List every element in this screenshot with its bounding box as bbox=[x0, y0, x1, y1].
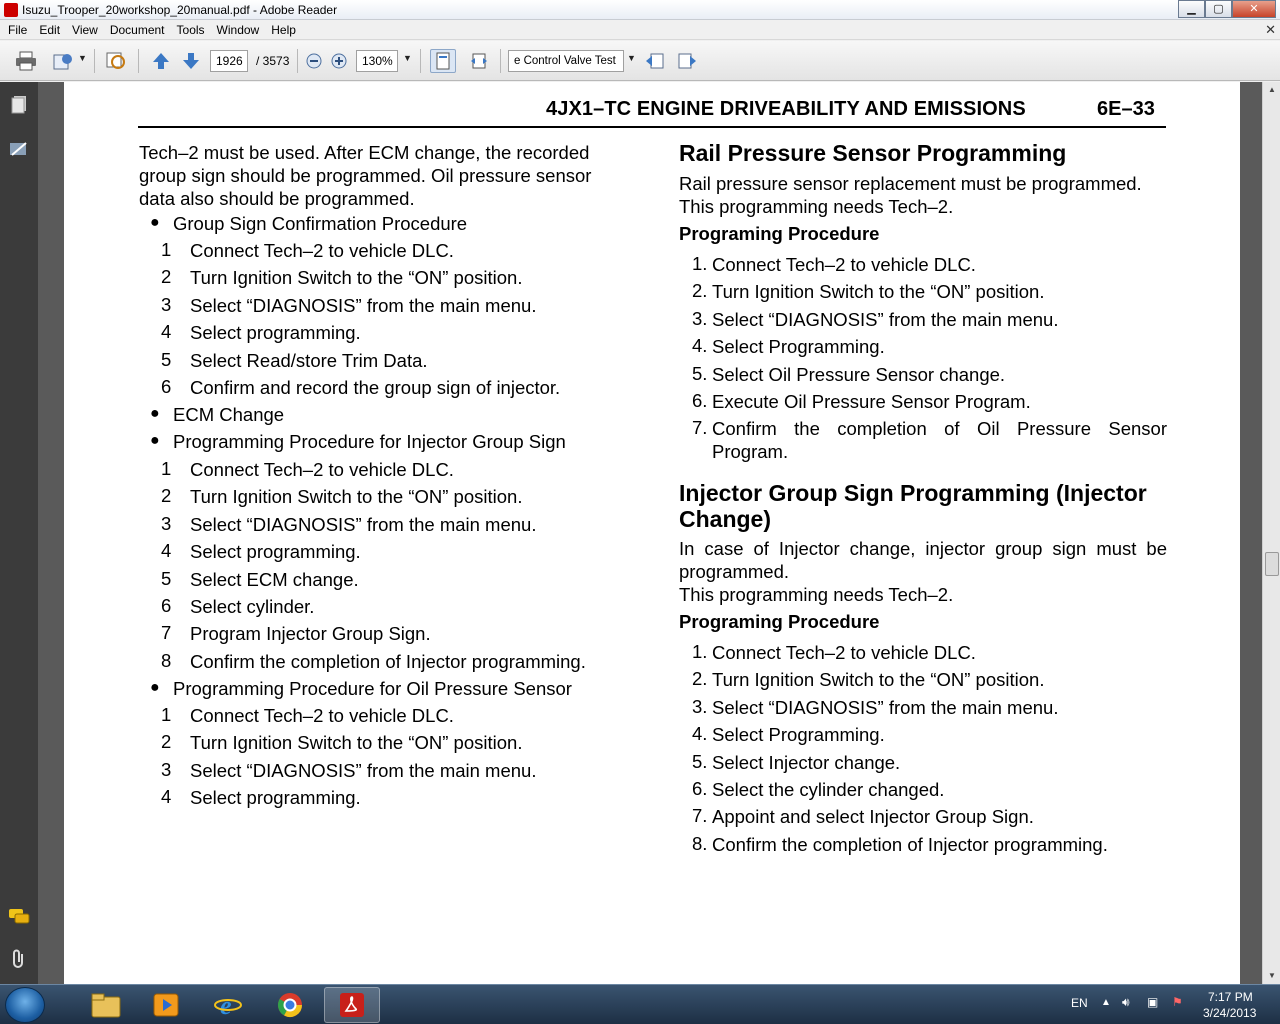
group-sign-step-number: 6 bbox=[161, 376, 172, 397]
title-bar bbox=[0, 0, 1280, 20]
rail-step-number: 4. bbox=[692, 335, 708, 357]
navigation-pane bbox=[0, 82, 38, 984]
share-dropdown-icon[interactable]: ▼ bbox=[78, 53, 87, 63]
injector-group-step-text: Connect Tech–2 to vehicle DLC. bbox=[190, 459, 454, 480]
injector-group-step-number: 4 bbox=[161, 540, 172, 562]
oil-pressure-step-number: 2 bbox=[161, 731, 172, 753]
rail-step-number: 1. bbox=[692, 253, 708, 274]
network-icon[interactable]: ▣ bbox=[1147, 995, 1159, 1009]
rail-step-text: Execute Oil Pressure Sensor Program. bbox=[712, 391, 1031, 412]
close-button[interactable]: ✕ bbox=[1232, 0, 1276, 18]
menu-bar bbox=[0, 20, 1280, 40]
page-total: / 3573 bbox=[256, 54, 290, 68]
scrollbar-thumb[interactable] bbox=[1265, 552, 1279, 576]
menu-help[interactable]: Help bbox=[271, 22, 296, 37]
injector-step-text: Select “DIAGNOSIS” from the main menu. bbox=[712, 696, 1059, 718]
fit-page-icon[interactable] bbox=[430, 49, 456, 73]
injector-step-text: Turn Ignition Switch to the “ON” position. bbox=[712, 669, 1045, 691]
zoom-dropdown-icon[interactable]: ▼ bbox=[403, 53, 412, 63]
rail-intro-1: Rail pressure sensor replacement must be programmed. bbox=[679, 173, 1142, 194]
injector-group-step-text: Select programming. bbox=[190, 541, 361, 563]
bullet-icon: ● bbox=[150, 432, 160, 449]
rail-heading: Rail Pressure Sensor Programming bbox=[679, 140, 1067, 166]
clock-date[interactable]: 3/24/2013 bbox=[1203, 1006, 1257, 1020]
bullet-group-sign: Group Sign Confirmation Procedure bbox=[173, 213, 468, 234]
injector-group-step-number: 5 bbox=[161, 567, 172, 589]
injector-group-step-number: 7 bbox=[161, 622, 172, 644]
injector-step-text: Appoint and select Injector Group Sign. bbox=[712, 806, 1034, 828]
explorer-taskbar-icon[interactable] bbox=[78, 987, 134, 1023]
rail-step-text: Select Programming. bbox=[712, 336, 885, 358]
rail-step-number: 6. bbox=[692, 390, 708, 411]
scroll-up-icon[interactable]: ▲ bbox=[1268, 85, 1276, 94]
header-rule bbox=[138, 126, 1166, 128]
internet-explorer-taskbar-icon[interactable] bbox=[200, 987, 256, 1023]
rail-step-number: 5. bbox=[692, 362, 708, 384]
show-hidden-icons[interactable]: ▲ bbox=[1101, 997, 1111, 1008]
oil-pressure-step-text: Select “DIAGNOSIS” from the main menu. bbox=[190, 759, 537, 781]
group-sign-step-number: 3 bbox=[161, 293, 172, 315]
share-icon[interactable] bbox=[50, 49, 76, 73]
rail-step-number: 2. bbox=[692, 280, 708, 302]
group-sign-step-text: Turn Ignition Switch to the “ON” position. bbox=[190, 267, 523, 289]
zoom-in-icon[interactable] bbox=[329, 49, 349, 73]
action-center-icon[interactable]: ⚑ bbox=[1172, 995, 1183, 1009]
page-header-title: 4JX1–TC ENGINE DRIVEABILITY AND EMISSIONS bbox=[546, 98, 1026, 120]
group-sign-step-number: 1 bbox=[161, 239, 172, 260]
fit-width-icon[interactable] bbox=[466, 49, 492, 73]
injector-intro-2: programmed. bbox=[679, 561, 790, 582]
oil-pressure-step-number: 4 bbox=[161, 786, 172, 808]
injector-group-step-number: 3 bbox=[161, 512, 172, 534]
rail-intro-2: This programming needs Tech–2. bbox=[679, 196, 954, 217]
zoom-out-icon[interactable] bbox=[304, 49, 324, 73]
clock-time[interactable]: 7:17 PM bbox=[1208, 990, 1253, 1004]
injector-step-text: Select Programming. bbox=[712, 724, 885, 746]
injector-group-step-text: Select cylinder. bbox=[190, 596, 315, 617]
injector-step-number: 3. bbox=[692, 695, 708, 717]
bullet-ecm-change: ECM Change bbox=[173, 404, 285, 425]
menu-window[interactable]: Window bbox=[216, 22, 260, 37]
collaborate-icon[interactable] bbox=[102, 49, 130, 73]
bullet-icon: ● bbox=[150, 679, 160, 696]
injector-step-number: 7. bbox=[692, 805, 708, 827]
rail-step-text: Select Oil Pressure Sensor change. bbox=[712, 363, 1006, 385]
group-sign-step-text: Select programming. bbox=[190, 322, 361, 344]
chrome-taskbar-icon[interactable] bbox=[262, 987, 318, 1023]
menu-document[interactable]: Document bbox=[109, 22, 165, 37]
find-previous-icon[interactable] bbox=[643, 49, 667, 73]
document-close-icon[interactable]: ✕ bbox=[1265, 22, 1276, 37]
injector-group-step-number: 6 bbox=[161, 595, 172, 616]
page-number-input[interactable]: 1926 bbox=[210, 50, 248, 72]
injector-group-step-text: Turn Ignition Switch to the “ON” position. bbox=[190, 486, 523, 508]
group-sign-step-number: 2 bbox=[161, 266, 172, 288]
injector-step-number: 8. bbox=[692, 832, 708, 854]
signatures-panel-icon[interactable] bbox=[8, 138, 30, 160]
intro-line-3: data also should be programmed. bbox=[139, 188, 415, 209]
print-icon[interactable] bbox=[12, 49, 40, 73]
find-next-icon[interactable] bbox=[675, 49, 699, 73]
injector-intro-1: In case of Injector change, injector group sign must be bbox=[679, 538, 1167, 559]
attachments-panel-icon[interactable] bbox=[8, 948, 30, 970]
bullet-oil-pressure: Programming Procedure for Oil Pressure Sensor bbox=[173, 678, 572, 699]
scroll-down-icon[interactable]: ▼ bbox=[1268, 971, 1276, 980]
find-dropdown-icon[interactable]: ▼ bbox=[627, 53, 636, 63]
injector-step-text: Select the cylinder changed. bbox=[712, 779, 945, 800]
injector-step-number: 6. bbox=[692, 778, 708, 799]
rail-step-7-line-2: Program. bbox=[712, 441, 789, 462]
injector-procedure-heading: Programing Procedure bbox=[679, 611, 880, 632]
volume-icon[interactable]: 🔊︎ bbox=[1122, 995, 1130, 1009]
rail-step-text: Connect Tech–2 to vehicle DLC. bbox=[712, 254, 976, 275]
injector-group-step-number: 8 bbox=[161, 649, 172, 671]
adobe-reader-taskbar-icon[interactable] bbox=[324, 987, 380, 1023]
taskbar bbox=[0, 984, 1280, 1024]
intro-line-1: Tech–2 must be used. After ECM change, the recorded bbox=[139, 142, 590, 163]
window-controls bbox=[1178, 0, 1276, 18]
zoom-level-input[interactable]: 130% bbox=[356, 50, 398, 72]
maximize-button[interactable]: ▢ bbox=[1205, 0, 1232, 18]
next-page-icon[interactable] bbox=[178, 49, 204, 73]
previous-page-icon[interactable] bbox=[148, 49, 174, 73]
injector-step-text: Connect Tech–2 to vehicle DLC. bbox=[712, 642, 976, 663]
bullet-icon: ● bbox=[150, 405, 160, 422]
rail-step-text: Select “DIAGNOSIS” from the main menu. bbox=[712, 308, 1059, 330]
menu-tools[interactable]: Tools bbox=[176, 22, 205, 37]
rail-step-7-number: 7. bbox=[692, 417, 708, 438]
group-sign-step-text: Select “DIAGNOSIS” from the main menu. bbox=[190, 294, 537, 316]
group-sign-step-text: Connect Tech–2 to vehicle DLC. bbox=[190, 240, 454, 261]
toolbar bbox=[0, 41, 1280, 81]
injector-group-step-text: Select “DIAGNOSIS” from the main menu. bbox=[190, 513, 537, 535]
start-button[interactable] bbox=[5, 987, 45, 1023]
group-sign-step-text: Confirm and record the group sign of injector. bbox=[190, 377, 561, 398]
group-sign-step-text: Select Read/store Trim Data. bbox=[190, 349, 428, 371]
oil-pressure-step-number: 3 bbox=[161, 758, 172, 780]
bullet-injector-group-sign: Programming Procedure for Injector Group Sign bbox=[173, 431, 566, 452]
rail-procedure-heading: Programing Procedure bbox=[679, 223, 880, 244]
injector-step-number: 1. bbox=[692, 641, 708, 662]
injector-group-step-text: Program Injector Group Sign. bbox=[190, 623, 431, 645]
rail-step-number: 3. bbox=[692, 307, 708, 329]
pages-panel-icon[interactable] bbox=[8, 94, 30, 116]
injector-step-number: 4. bbox=[692, 723, 708, 745]
oil-pressure-step-text: Connect Tech–2 to vehicle DLC. bbox=[190, 705, 454, 726]
injector-group-step-number: 1 bbox=[161, 458, 172, 479]
injector-heading-1: Injector Group Sign Programming (Injector bbox=[679, 480, 1147, 506]
intro-line-2: group sign should be programmed. Oil pressure sensor bbox=[139, 165, 592, 186]
language-indicator[interactable]: EN bbox=[1071, 996, 1088, 1010]
vertical-scrollbar[interactable] bbox=[1262, 82, 1280, 984]
find-input[interactable]: e Control Valve Test bbox=[508, 50, 624, 72]
injector-step-number: 2. bbox=[692, 668, 708, 690]
injector-group-step-number: 2 bbox=[161, 485, 172, 507]
rail-step-7-line-1: Confirm the completion of Oil Pressure Sensor bbox=[712, 418, 1167, 439]
group-sign-step-number: 5 bbox=[161, 348, 172, 370]
minimize-button[interactable]: ▁ bbox=[1178, 0, 1205, 18]
injector-step-number: 5. bbox=[692, 750, 708, 772]
page-header-number: 6E–33 bbox=[1097, 98, 1155, 120]
injector-intro-3: This programming needs Tech–2. bbox=[679, 584, 954, 605]
injector-group-step-text: Confirm the completion of Injector programming. bbox=[190, 650, 586, 672]
injector-step-text: Confirm the completion of Injector programming. bbox=[712, 833, 1108, 855]
oil-pressure-step-text: Turn Ignition Switch to the “ON” position. bbox=[190, 732, 523, 754]
oil-pressure-step-text: Select programming. bbox=[190, 787, 361, 809]
rail-step-text: Turn Ignition Switch to the “ON” position. bbox=[712, 281, 1045, 303]
svg-text:e: e bbox=[220, 991, 232, 1019]
injector-step-text: Select Injector change. bbox=[712, 751, 901, 773]
menu-file[interactable]: File bbox=[8, 22, 28, 37]
media-player-taskbar-icon[interactable] bbox=[138, 987, 194, 1023]
bullet-icon: ● bbox=[150, 214, 160, 231]
injector-heading-2: Change) bbox=[679, 506, 771, 532]
window-title: Isuzu_Trooper_20workshop_20manual.pdf - Adobe Reader bbox=[22, 3, 338, 17]
injector-group-step-text: Select ECM change. bbox=[190, 568, 359, 590]
menu-edit[interactable]: Edit bbox=[39, 22, 61, 37]
group-sign-step-number: 4 bbox=[161, 321, 172, 343]
adobe-reader-icon bbox=[4, 3, 18, 17]
comments-panel-icon[interactable] bbox=[8, 906, 30, 928]
menu-view[interactable]: View bbox=[72, 22, 98, 37]
oil-pressure-step-number: 1 bbox=[161, 704, 172, 725]
